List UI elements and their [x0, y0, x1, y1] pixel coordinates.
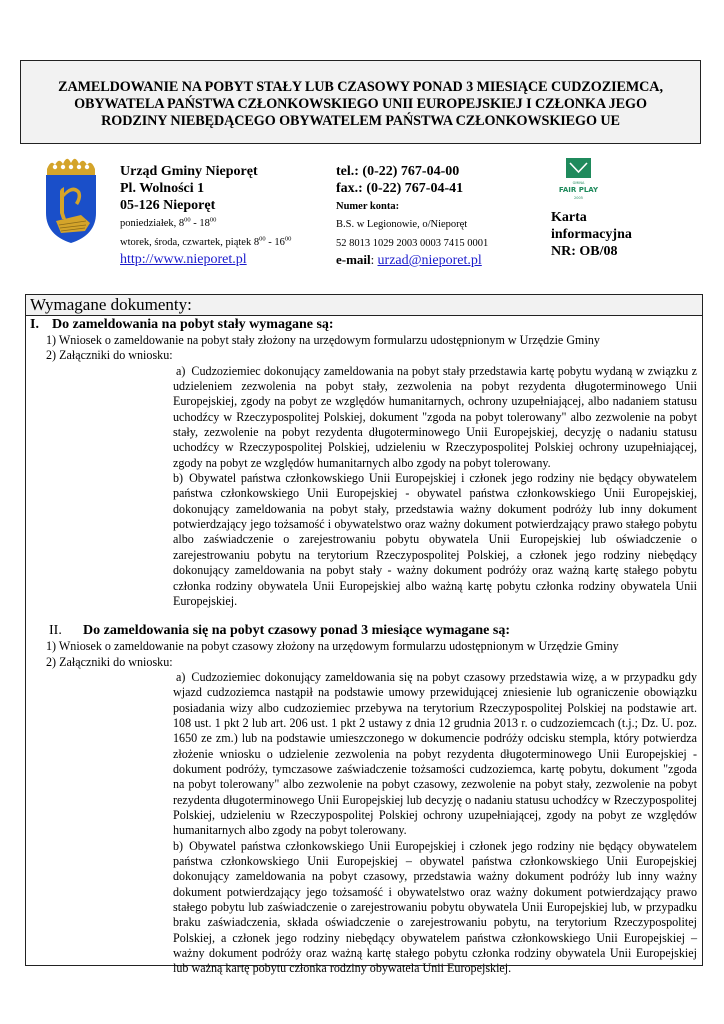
card-number: NR: OB/08	[551, 244, 618, 259]
checkmark-icon	[566, 158, 591, 178]
account-label: Numer konta:	[336, 201, 400, 212]
office-city: 05-126 Nieporęt	[120, 198, 216, 213]
website-link[interactable]: http://www.nieporet.pl	[120, 252, 247, 267]
title-line-1: ZAMELDOWANIE NA POBYT STAŁY LUB CZASOWY PONAD 3 MIESIĄCE CUDZOZIEMCA,	[58, 79, 663, 95]
office-hours-weekdays: wtorek, środa, czwartek, piątek $8^{00} - 16^{00}$	[120, 235, 292, 248]
coat-of-arms-logo	[45, 155, 97, 245]
office-address-block	[120, 163, 291, 268]
bank-name: B.S. w Legionowie, o/Nieporęt	[336, 219, 468, 230]
part2-paragraph-b: b) Obywatel państwa członkowskiego Unii Europejskiej i członek jego rodziny nie będący obywatelem państwa członkowskiego Unii Europejskiej – obywatel państwa członkowskiego Unii Europejskiej dokonujący zameldowania na pobyt czasowy, przedstawia ważny dokument podróży lub inny ważny dokument potwierdzający jego tożsamość i obywatelstwo oraz ważny dokument potwierdzający prawo stałego pobytu lub zaświadczenie o zarejestrowaniu pobytu obywatela Unii Europejskiej lub, w przypadku braku zaświadczenia, składa oświadczenie o zarejestrowaniu pobytu, na terytorium Rzeczypospolitej Polskiej, a członek jego rodziny niebędący obywatelem państwa członkowskiego Unii Europejskiej – ważny dokument podróży oraz ważną kartę stałego pobytu członka rodziny obywatela Unii Europejskiej lub ważną kartę pobytu członka rodziny obywatela Unii Europejskiej.	[173, 838, 697, 976]
section-title: Wymagane dokumenty:	[26, 295, 702, 316]
part1-paragraph-b: b) Obywatel państwa członkowskiego Unii Europejskiej i członek jego rodziny nie będący obywatelem państwa członkowskiego Unii Europejskiej - obywatel państwa członkowskiego Unii Europejskiej, dokonujący zameldowania na pobyt stały, przedstawia ważny dokument podróży lub inny dokument potwierdzający jego tożsamość i obywatelstwo oraz ważny dokument potwierdzający prawo stałego pobytu albo zaświadczenie o zarejestrowaniu pobytu obywatela Unii Europejskiej lub oświadczenie o zarejestrowaniu pobytu na terytorium Rzeczypospolitej Polskiej, a członek jego rodziny niebędący dokonujący zameldowania na pobyt stały - ważny dokument podróży oraz ważną kartę stałego pobytu członka rodziny obywatela Unii Europejskiej albo ważną kartę pobytu członka rodziny obywatela Unii Europejskiej.	[173, 471, 697, 608]
card-label-2: informacyjna	[551, 227, 632, 242]
card-info-block	[551, 209, 632, 260]
title-line-2: OBYWATELA PAŃSTWA CZŁONKOWSKIEGO UNII EUROPEJSKIEJ I CZŁONKA JEGO	[74, 96, 647, 112]
required-documents-box	[25, 294, 703, 976]
title-line-3: RODZINY NIEBĘDĄCEGO OBYWATELEM PAŃSTWA CZŁONKOWSKIEGO UE	[101, 113, 620, 129]
part1-heading: I. Do zameldowania na pobyt stały wymagane są:	[30, 317, 334, 332]
coat-of-arms-icon	[45, 155, 97, 245]
part1-paragraph-a: a) Cudzoziemiec dokonujący zameldowania na pobyt stały przedstawia kartę pobytu wydaną w związku z udzieleniem zezwolenia na pobyt stały, zezwolenia na pobyt rezydenta długoterminowego Unii Europejskiej, zgody na pobyt ze względów humanitarnych, ochrony uzupełniającej, albo nadaniem statusu uchodźcy w Rzeczypospolitej Polskiej, dokument "zgoda na pobyt tolerowany" albo zezwolenie na pobyt stały, zezwolenie na pobyt rezydenta długoterminowego Unii Europejskiej, decyzję o nadaniu statusu uchodźcy w Rzeczypospolitej Polskiej, udzieleniu w Rzeczypospolitej Polskiej ochrony uzupełniającej, zgody na pobyt ze względów humanitarnych albo zgody na pobyt tolerowany.	[173, 363, 697, 470]
email-row: e-mail: urzad@nieporet.pl	[336, 252, 482, 268]
fair-play-logo: GMINA FAIR PLAY 2005	[556, 155, 606, 205]
email-link[interactable]: urzad@nieporet.pl	[377, 253, 482, 268]
part2-item-1: 1) Wniosek o zameldowanie na pobyt czasowy złożony na urzędowym formularzu udostępnionym w Urzędzie Gminy	[46, 639, 619, 654]
document-title	[21, 79, 700, 130]
card-label-1: Karta	[551, 210, 587, 225]
contact-block	[336, 163, 488, 269]
office-hours-monday: poniedziałek, $8^{00} - 18^{00}$	[120, 216, 217, 229]
document-content	[26, 316, 702, 977]
account-number: 52 8013 1029 2003 0003 7415 0001	[336, 238, 489, 249]
office-name: Urząd Gminy Nieporęt	[120, 164, 258, 179]
part1-item-2: 2) Załączniki do wniosku:	[46, 348, 173, 363]
phone-number: tel.: (0-22) 767-04-00	[336, 164, 460, 179]
part2-item-2: 2) Załączniki do wniosku:	[46, 654, 173, 669]
part1-item-1: 1) Wniosek o zameldowanie na pobyt stały złożony na urzędowym formularzu udostępnionym w Urzędzie Gminy	[46, 333, 600, 347]
office-street: Pl. Wolności 1	[120, 181, 205, 196]
part2-paragraph-a: a) Cudzoziemiec dokonujący zameldowania się na pobyt czasowy przedstawia wizę, a w przypadku gdy wjazd cudzoziemca nastąpił na podstawie umowy przewidującej zniesienie lub ograniczenie obowiązku posiadania wizy albo cudzoziemiec przebywa na terytorium Rzeczypospolitej Polskiej na podstawie art. 108 ust. 1 pkt 2 lub art. 206 ust. 1 pkt 2 ustawy z dnia 12 grudnia 2013 r. o cudzoziemcach (t.j.; Dz. U. poz. 1650 ze zm.) lub na podstawie umieszczonego w dokumencie podróży odcisku stempla, który potwierdza złożenie wniosku o udzielenie zezwolenia na pobyt rezydenta długoterminowego Unii Europejskiej - dokument podróży, tymczasowe zaświadczenie tożsamości cudzoziemca, kartę pobytu, dokument "zgoda na pobyt tolerowany" albo zezwolenie na pobyt czasowy, zezwolenie na pobyt stały, zezwolenie na pobyt rezydenta długoterminowego Unii Europejskiej lub decyzję o nadaniu statusu uchodźcy w Rzeczypospolitej Polskiej, udzieleniu w Rzeczypospolitej Polskiej ochrony uzupełniającej, zgody na pobyt ze względów humanitarnych albo zgody na pobyt tolerowany.	[173, 669, 697, 838]
document-title-box	[20, 60, 701, 144]
fax-number: fax.: (0-22) 767-04-41	[336, 181, 464, 196]
part2-heading: II. Do zameldowania się na pobyt czasowy ponad 3 miesiące wymagane są:	[49, 623, 510, 639]
